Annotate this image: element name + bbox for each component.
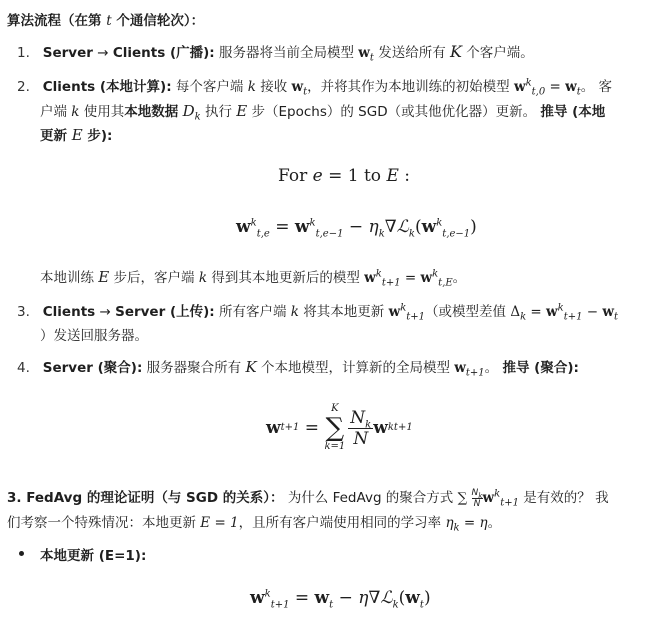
step-2-line-1: 2. Clients (本地计算): 每个客户端 k 接收 $w_t$，并将其作为本地训练的初始模型 $w^k_{t,0} = w_t$。 客: [17, 77, 613, 98]
bullet-local-update: 本地更新 (E=1):: [40, 548, 147, 564]
step-3-line-2: ）发送回服务器。: [40, 328, 148, 344]
algorithm-heading: 算法流程（在第 t 个通信轮次）：: [7, 13, 205, 29]
local-update-equation: $w^k_{t,e} = w^k_{t,e-1}$ − $\eta_k\nabla ℒ_k(w^k_{t,e-1})$: [236, 217, 477, 240]
step-3-line-1: 3. Clients → Server (上传): 所有客户端 k 将其本地更新 $w^k_{t+1}$（或模型差值 $\Delta_k = w^k_{t+1} - w_t$: [17, 302, 619, 323]
step-1: 1. Server → Clients (广播): 服务器将当前全局模型 $w_t$ 发送给所有 K 个客户端。: [17, 42, 534, 64]
for-loop-equation: For e = 1 to E :: [278, 166, 411, 186]
after-local-training: 本地训练 E 步后，客户端 k 得到其本地更新后的模型 $w^k_{t+1} = w^k_{t,E}$。: [40, 268, 467, 289]
section-3-line-1: 3. FedAvg 的理论证明（与 SGD 的关系）： 为什么 FedAvg 的聚合方式 ∑ $\frac{N_k}{N}$ $w^k_{t+1}$ 是有效的？ 我: [7, 487, 609, 509]
aggregation-equation: w t+1 = K ∑ k=1 $\frac{N_k}{N}$ w k t+1: [266, 403, 413, 452]
step-2-line-3: 更新 E 步):: [40, 126, 113, 144]
step-2-line-2: 户端 k 使用其本地数据 $D_k$ 执行 E 步（Epochs）的 SGD（或其他优化器）更新。 推导 (本地: [40, 102, 606, 123]
e1-update-equation: $w^k_{t+1} = w_t$ − $\eta\nabla ℒ_k(w_t)$: [250, 588, 431, 611]
bullet-dot: [19, 551, 24, 556]
step-4: 4. Server (聚合): 服务器聚合所有 K 个本地模型，计算新的全局模型 $w_{t+1}$。 推导 (聚合):: [17, 358, 579, 379]
section-3-line-2: 们考察一个特殊情况：本地更新 E = 1，且所有客户端使用相同的学习率 $\eta_k = \eta$。: [7, 515, 502, 534]
